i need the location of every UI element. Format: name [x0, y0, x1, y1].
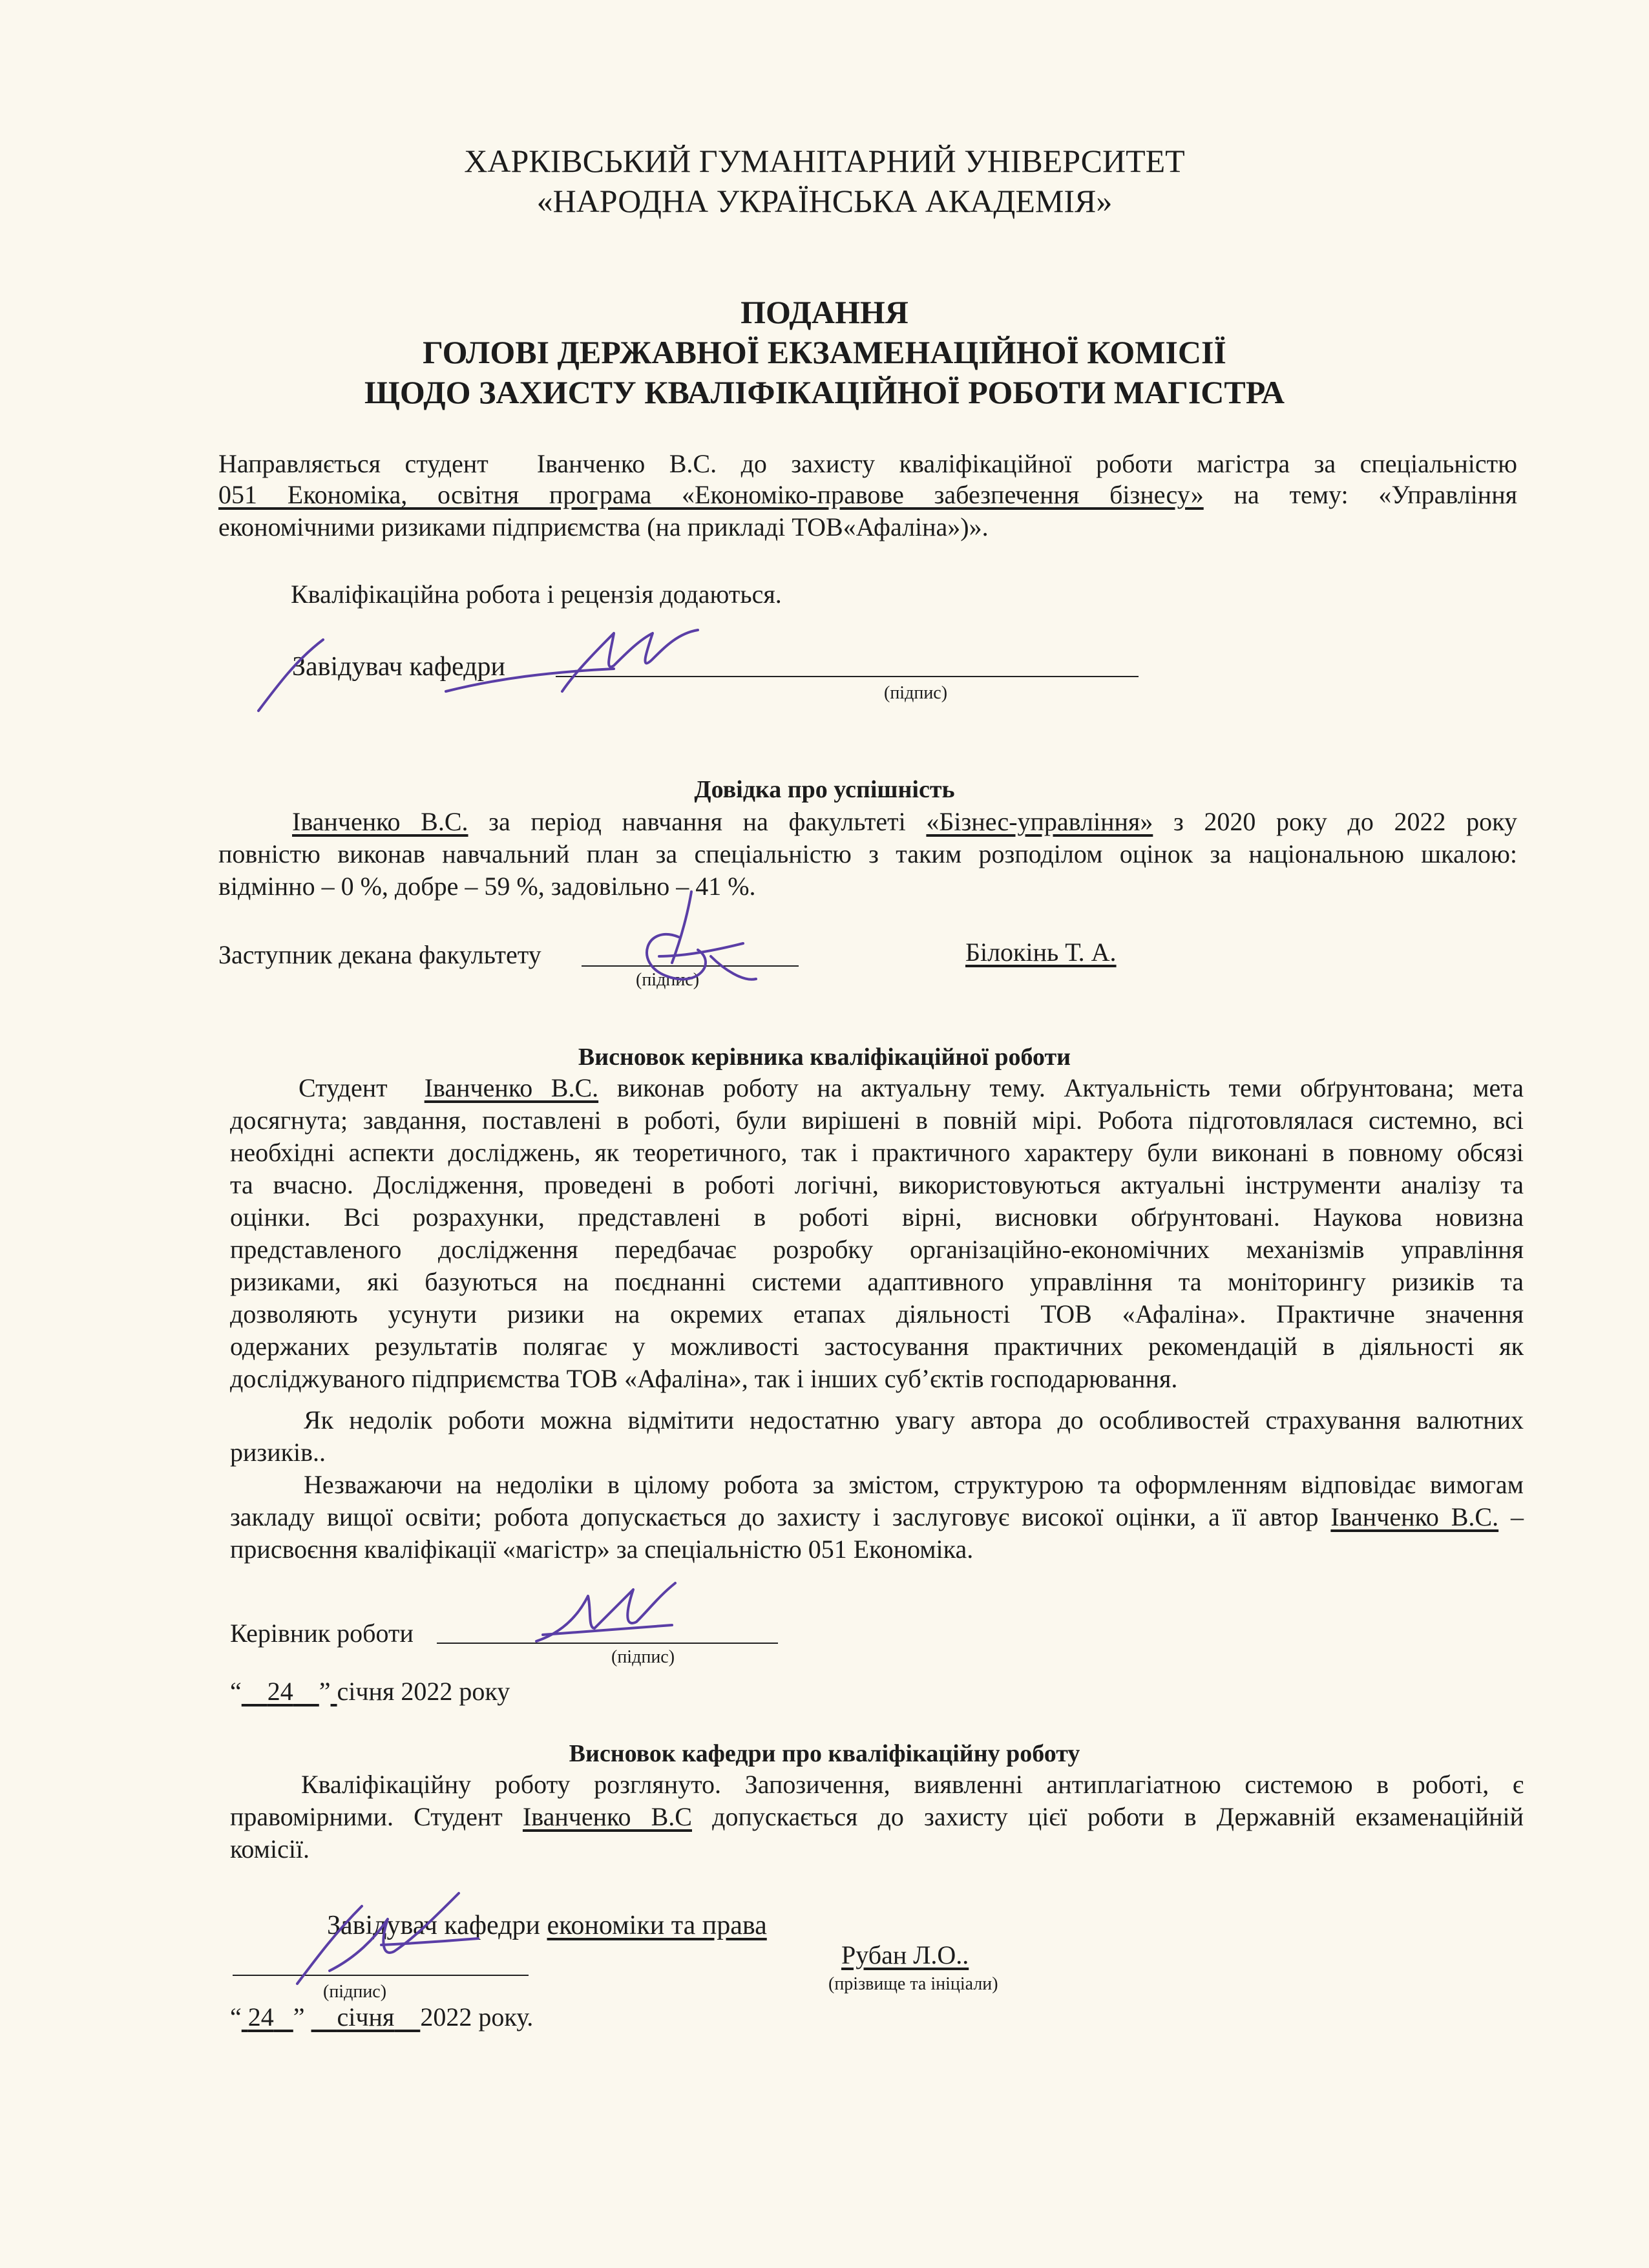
referral-line3: економічними ризиками підприємства (на прикладі ТОВ«Афаліна»)». — [218, 512, 989, 541]
faculty-name: «Бізнес-управління» — [926, 807, 1153, 836]
supervisor-line2: досягнута; завдання, поставлені в роботі, були вирішені в повній мірі. Робота підготовлялася системно, всі — [230, 1106, 1524, 1135]
date-quote-close: ” — [319, 1677, 331, 1706]
supervisor-label: Керівник роботи — [230, 1619, 414, 1648]
specialty-program: 051 Економіка, освітня програма «Економіко-правове забезпечення бізнесу» — [218, 480, 1204, 509]
date-month-year: січня 2022 року — [337, 1677, 510, 1706]
supervisor-line8: дозволяють усунути ризики на окремих етапах діяльності ТОВ «Афаліна». Практичне значення — [230, 1299, 1524, 1328]
deputy-dean-label: Заступник декана факультету — [218, 940, 541, 969]
student-name: Іванченко В.С. — [536, 449, 717, 478]
department-heading: Висновок кафедри про кваліфікаційну роботу — [569, 1740, 1080, 1767]
supervisor-line15: присвоєння кваліфікації «магістр» за спеціальністю 051 Економіка. — [230, 1535, 974, 1564]
supervisor-line11: Як недолік роботи можна відмітити недостатню увагу автора до особливостей страхування валютних — [304, 1405, 1524, 1434]
document-title: ПОДАННЯ — [740, 294, 909, 330]
student-name: Іванченко В.С. — [292, 807, 468, 836]
student-name: Іванченко В.С — [522, 1802, 692, 1831]
document-title-line2: ГОЛОВІ ДЕРЖАВНОЇ ЕКЗАМЕНАЦІЙНОЇ КОМІСІЇ — [423, 334, 1226, 370]
date-day: 24 — [267, 1677, 293, 1706]
performance-line2: повністю виконав навчальний план за спеціальністю з таким розподілом оцінок за національною шкалою: — [218, 839, 1517, 868]
department-line2 — [230, 1800, 1524, 1834]
performance-line1 — [292, 805, 1517, 839]
signature-caption: (підпис) — [323, 1982, 387, 2002]
supervisor-line1 — [299, 1071, 1524, 1105]
department-head-label: Завідувач кафедри економіки та права — [327, 1911, 767, 1940]
supervisor-text: – — [1511, 1502, 1524, 1531]
supervisor-line7: ризиками, які базуються на поєднанні системи адаптивного управління та моніторингу ризиків та — [230, 1267, 1524, 1296]
supervisor-text: Студент — [299, 1073, 388, 1102]
department-text: допускається до захисту цієї роботи в Державній екзаменаційній — [712, 1802, 1524, 1831]
supervisor-date — [230, 1675, 510, 1708]
department-name: економіки та права — [547, 1911, 767, 1940]
performance-text: з 2020 року до 2022 року — [1173, 807, 1518, 836]
department-date — [230, 2000, 533, 2034]
department-line1: Кваліфікаційну роботу розглянуто. Запозичення, виявленні антиплагіатною системою в роботі, є — [301, 1770, 1524, 1799]
date-day: 24 — [247, 2002, 274, 2032]
referral-text: на тему: «Управління — [1234, 480, 1518, 509]
university-name-line1: ХАРКІВСЬКИЙ ГУМАНІТАРНИЙ УНІВЕРСИТЕТ — [464, 143, 1185, 179]
performance-text: за період навчання на факультеті — [488, 807, 906, 836]
department-head-name: Рубан Л.О.. — [841, 1940, 969, 1969]
supervisor-line6: представленого дослідження передбачає розробку організаційно-економічних механізмів управління — [230, 1235, 1524, 1264]
student-name: Іванченко В.С. — [1330, 1502, 1499, 1531]
signature-caption: (підпис) — [884, 683, 948, 703]
supervisor-heading: Висновок керівника кваліфікаційної роботи — [578, 1044, 1071, 1071]
performance-heading: Довідка про успішність — [694, 776, 955, 803]
date-quote-close: ” — [293, 2002, 305, 2032]
department-head-label: Завідувач кафедри — [292, 652, 505, 682]
date-year: 2022 року. — [420, 2002, 534, 2032]
department-text: правомірними. Студент — [230, 1802, 503, 1831]
referral-text: до захисту кваліфікаційної роботи магістра за спеціальністю — [740, 449, 1518, 478]
department-head-signature — [252, 620, 717, 717]
referral-line1 — [218, 447, 1517, 481]
department-head-signature — [284, 1887, 491, 1997]
supervisor-line5: оцінки. Всі розрахунки, представлені в роботі вірні, висновки обґрунтовані. Наукова новизна — [230, 1202, 1524, 1232]
date-quote-open: “ — [230, 2002, 242, 2032]
supervisor-line10: досліджуваного підприємства ТОВ «Афаліна», так і інших суб’єктів господарювання. — [230, 1364, 1178, 1393]
supervisor-text: виконав роботу на актуальну тему. Актуальність теми обґрунтована; мета — [616, 1073, 1524, 1102]
grade-distribution: відмінно – 0 %, добре – 59 %, задовільно – 41 %. — [218, 872, 756, 901]
signature-caption: (підпис) — [611, 1647, 675, 1667]
date-month: січня — [337, 2002, 395, 2032]
referral-text: Направляється студент — [218, 449, 488, 478]
supervisor-line12: ризиків.. — [230, 1438, 326, 1467]
referral-line2 — [218, 478, 1517, 512]
student-name: Іванченко В.С. — [424, 1073, 599, 1102]
university-name-line2: «НАРОДНА УКРАЇНСЬКА АКАДЕМІЯ» — [536, 183, 1113, 219]
supervisor-line13: Незважаючи на недоліки в цілому робота за змістом, структурою та оформленням відповідає вимогам — [304, 1470, 1524, 1499]
date-quote-open: “ — [230, 1677, 242, 1706]
attached-note: Кваліфікаційна робота і рецензія додаються. — [291, 580, 782, 609]
document-title-line3: ЩОДО ЗАХИСТУ КВАЛІФІКАЦІЙНОЇ РОБОТИ МАГІСТРА — [364, 374, 1285, 410]
supervisor-line9: одержаних результатів полягає у можливості застосування практичних рекомендацій в діяльності як — [230, 1332, 1524, 1361]
supervisor-line4: та вчасно. Дослідження, проведені в роботі логічні, використовуються актуальні інструменти аналізу та — [230, 1170, 1524, 1199]
supervisor-line14 — [230, 1500, 1524, 1534]
supervisor-signature — [530, 1577, 685, 1654]
deputy-dean-name: Білокінь Т. А. — [965, 938, 1117, 967]
supervisor-text: закладу вищої освіти; робота допускається до захисту і заслуговує високої оцінки, а її автор — [230, 1502, 1319, 1531]
deputy-dean-signature — [620, 885, 762, 995]
name-caption: (прізвище та ініціали) — [828, 1974, 998, 1994]
department-line3: комісії. — [230, 1834, 310, 1864]
supervisor-line3: необхідні аспекти досліджень, як теоретичного, так і практичного характеру були виконані в повному обсязі — [230, 1138, 1524, 1167]
signature-caption: (підпис) — [636, 970, 700, 990]
